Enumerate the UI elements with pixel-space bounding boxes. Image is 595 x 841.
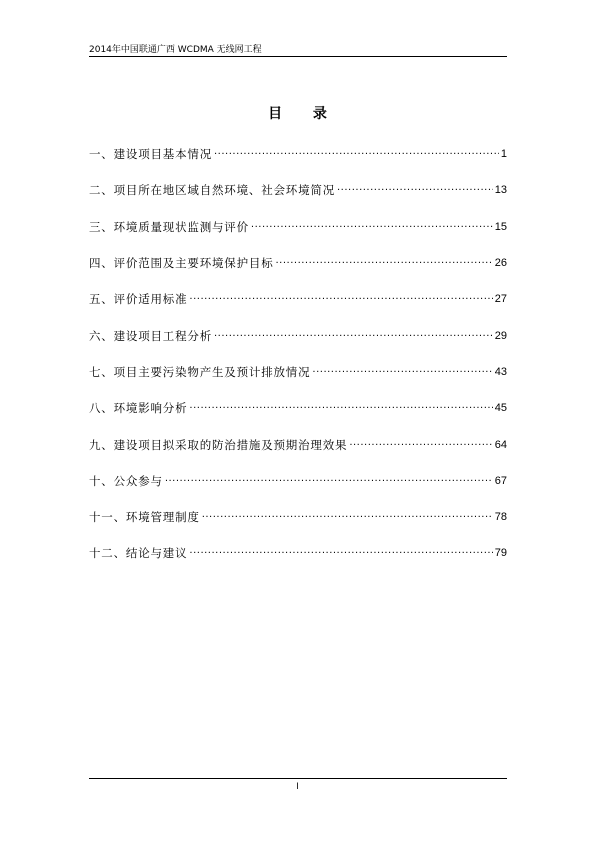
toc-entry-page: 13 [494, 184, 507, 197]
toc-entry-label: 十、公众参与 [89, 473, 163, 488]
toc-entry-label: 七、项目主要污染物产生及预计排放情况 [89, 364, 311, 379]
toc-entry-2[interactable] [89, 172, 507, 208]
header-title: 2014年中国联通广西 WCDMA 无线网工程 [89, 45, 262, 55]
toc-entry-12[interactable] [89, 535, 507, 571]
toc-entry-10[interactable] [89, 463, 507, 499]
dot-leader [312, 365, 492, 379]
toc-entry-label: 一、建设项目基本情况 [89, 147, 212, 162]
toc-entry-page: 26 [494, 257, 507, 270]
toc-entry-7[interactable] [89, 354, 507, 390]
toc-entry-8[interactable] [89, 390, 507, 426]
dot-leader [337, 183, 493, 197]
page-header [89, 38, 507, 57]
dot-leader [202, 510, 493, 524]
toc-entry-page: 64 [494, 438, 507, 451]
toc-title: 目 录 [268, 106, 340, 122]
dot-leader [165, 474, 493, 488]
toc-entry-11[interactable] [89, 499, 507, 535]
dot-leader [189, 546, 492, 560]
dot-leader [189, 401, 492, 415]
toc-entry-label: 十二、结论与建议 [89, 546, 188, 561]
toc-entry-label: 十一、环境管理制度 [89, 510, 200, 525]
toc-entry-label: 四、评价范围及主要环境保护目标 [89, 256, 274, 271]
toc-entry-page: 67 [494, 474, 507, 487]
dot-leader [349, 438, 492, 452]
toc-entry-3[interactable] [89, 209, 507, 245]
dot-leader [251, 220, 493, 234]
toc-entry-page: 27 [494, 293, 507, 306]
toc-entry-page: 29 [494, 329, 507, 342]
dot-leader [214, 329, 493, 343]
dot-leader [214, 147, 499, 161]
toc-entry-label: 三、环境质量现状监测与评价 [89, 219, 249, 234]
toc-entry-label: 六、建设项目工程分析 [89, 328, 212, 343]
toc-entry-page: 43 [494, 365, 507, 378]
dot-leader [276, 256, 493, 270]
toc-entry-4[interactable] [89, 245, 507, 281]
dot-leader [189, 292, 492, 306]
toc-entry-page: 1 [500, 148, 507, 161]
page-number: I [296, 781, 299, 791]
toc-entry-label: 八、环境影响分析 [89, 401, 188, 416]
footer-divider [89, 778, 507, 779]
toc-entry-page: 79 [494, 547, 507, 560]
toc-entry-label: 二、项目所在地区域自然环境、社会环境简况 [89, 183, 335, 198]
toc-entry-page: 45 [494, 402, 507, 415]
toc-entry-6[interactable] [89, 317, 507, 353]
toc-entry-1[interactable] [89, 136, 507, 172]
toc-entry-page: 78 [494, 511, 507, 524]
toc-entry-5[interactable] [89, 281, 507, 317]
toc-entry-label: 九、建设项目拟采取的防治措施及预期治理效果 [89, 437, 348, 452]
toc-entry-page: 15 [494, 220, 507, 233]
table-of-contents [89, 136, 507, 572]
toc-entry-label: 五、评价适用标准 [89, 292, 188, 307]
toc-entry-9[interactable] [89, 426, 507, 462]
